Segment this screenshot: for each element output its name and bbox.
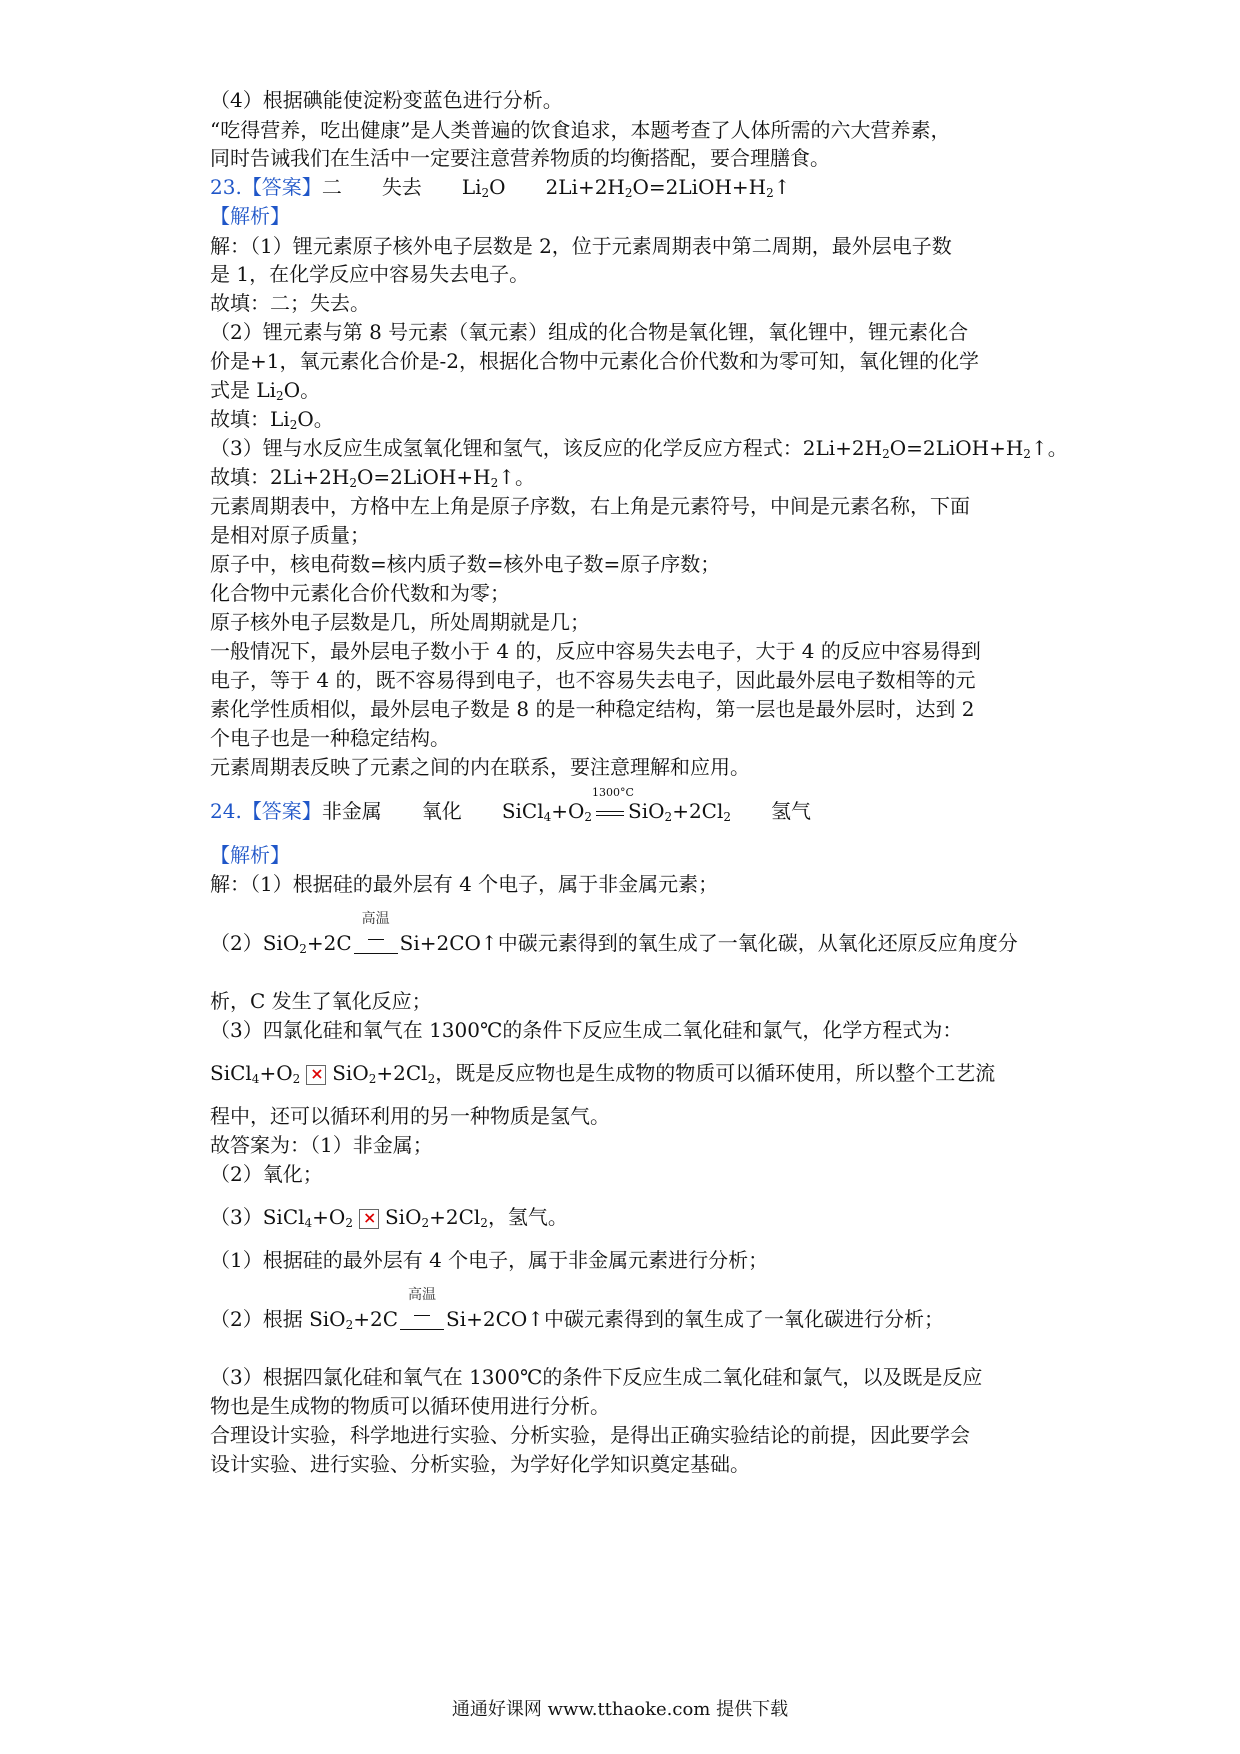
text-line: （2）锂元素与第 8 号元素（氧元素）组成的化合物是氧化锂，氧化锂中，锂元素化合 — [210, 320, 969, 344]
answer-tag: 【答案】 — [241, 799, 322, 823]
text-line: 化合物中元素化合价代数和为零； — [210, 581, 510, 605]
text-line: 元素周期表中，方格中左上角是原子序数，右上角是元素符号，中间是元素名称，下面 — [210, 494, 970, 518]
reaction-condition: 高温 — [398, 1311, 446, 1331]
answer-value: 非金属 — [321, 799, 382, 823]
answer-value: 失去 — [381, 175, 422, 199]
text-line: 式是 $Li_2O$。 — [210, 378, 321, 403]
analysis-tag: 【解析】 — [210, 204, 290, 228]
text-line: 故填：$2Li+2H_2O=2LiOH+H_2↑$。 — [210, 465, 535, 490]
text-line: 合理设计实验，科学地进行实验、分析实验，是得出正确实验结论的前提，因此要学会 — [210, 1423, 970, 1447]
answer-equation: $2Li+2H_2O=2LiOH+H_2↑$ — [545, 175, 791, 200]
text-line: （3）根据四氯化硅和氧气在 1300℃的条件下反应生成二氧化硅和氯气，以及既是反应 — [210, 1365, 983, 1389]
text-line: 程中，还可以循环利用的另一种物质是氢气。 — [210, 1104, 610, 1128]
text-line: 一般情况下，最外层电子数小于 4 的，反应中容易失去电子，大于 4 的反应中容易得到 — [210, 639, 981, 663]
answer-value: 二 — [321, 175, 342, 199]
text-line: “吃得营养，吃出健康”是人类普遍的饮食追求，本题考查了人体所需的六大营养素， — [210, 118, 951, 142]
text-line: 设计实验、进行实验、分析实验，为学好化学知识奠定基础。 — [210, 1452, 750, 1476]
text-line: 解：（1）根据硅的最外层有 4 个电子，属于非金属元素； — [210, 872, 719, 896]
text-line: $(3)SiCl_4+O_2\times SiO_2+2Cl_2$，氢气。 — [210, 1203, 1040, 1237]
question-number: 24. — [210, 799, 242, 823]
text-line: 故填：$Li_2O$。 — [210, 407, 334, 432]
text-line: $SiCl_4+O_2\times SiO_2+2Cl_2$，既是反应物也是生成物的物质可以循环使用，所以整个工艺流 — [210, 1059, 1040, 1093]
text-line: 原子核外电子层数是几，所处周期就是几； — [210, 610, 590, 634]
text-line: 故填：二；失去。 — [210, 291, 370, 315]
reaction-condition: 高温 — [352, 935, 400, 955]
answer-tag: 【答案】 — [241, 175, 322, 199]
text-line: （3）四氯化硅和氧气在 1300℃的条件下反应生成二氧化硅和氯气，化学方程式为： — [210, 1018, 963, 1042]
text-line: 电子，等于 4 的，既不容易得到电子，也不容易失去电子，因此最外层电子数相等的元 — [210, 668, 976, 692]
page-footer: 通通好课网 www.tthaoke.com 提供下载 — [451, 1699, 789, 1720]
text-line: 物也是生成物的物质可以循环使用进行分析。 — [210, 1394, 610, 1418]
text-line: 析，C 发生了氧化反应； — [210, 989, 432, 1013]
analysis-tag: 【解析】 — [210, 843, 290, 867]
answer-value: 氢气 — [771, 799, 812, 823]
text-line: 个电子也是一种稳定结构。 — [210, 726, 450, 750]
answer-line-24 — [210, 785, 1040, 831]
answer-formula: $Li_2O$ — [461, 175, 506, 200]
text-line: 是 1，在化学反应中容易失去电子。 — [210, 262, 530, 286]
broken-image-icon — [359, 1209, 379, 1229]
reaction-condition: 1300°C — [592, 803, 628, 823]
text-line: 是相对原子质量； — [210, 523, 370, 547]
answer-equation: $SiCl_4+O_2$ 1300°C $SiO_2+2Cl_2$ — [501, 785, 732, 824]
text-line: （1）根据硅的最外层有 4 个电子，属于非金属元素进行分析； — [210, 1248, 769, 1272]
text-line: 原子中，核电荷数=核内质子数=核外电子数=原子序数； — [210, 552, 721, 576]
text-line: （2）氧化； — [210, 1162, 323, 1186]
text-line: 故答案为：（1）非金属； — [210, 1133, 433, 1157]
text-line: （4）根据碘能使淀粉变蓝色进行分析。 — [210, 88, 563, 112]
text-line: 同时告诫我们在生活中一定要注意营养物质的均衡搭配，要合理膳食。 — [210, 146, 830, 170]
text-line: （2）SiO$_2$+2C 高温 Si+2CO↑中碳元素得到的氧生成了一氧化碳，从氧化还原反应角度分 — [210, 910, 1018, 956]
text-line: 价是+1，氧元素化合价是-2，根据化合物中元素化合价代数和为零可知，氧化锂的化学 — [210, 349, 979, 373]
question-number: 23. — [210, 175, 242, 199]
text-line: （2）根据 SiO$_2$+2C 高温 Si+2CO↑中碳元素得到的氧生成了一氧化碳进行分析； — [210, 1286, 945, 1332]
text-line: 元素周期表反映了元素之间的内在联系，要注意理解和应用。 — [210, 755, 750, 779]
text-line: （3）锂与水反应生成氢氧化锂和氢气，该反应的化学反应方程式：$2Li+2H_2O=2LiOH+H_2↑$。 — [210, 436, 1068, 461]
text-line: 素化学性质相似，最外层电子数是 8 的是一种稳定结构，第一层也是最外层时，达到 2 — [210, 697, 975, 721]
broken-image-icon — [306, 1065, 326, 1085]
answer-value: 氧化 — [421, 799, 462, 823]
text-line: 解：（1）锂元素原子核外电子层数是 2，位于元素周期表中第二周期，最外层电子数 — [210, 234, 952, 258]
